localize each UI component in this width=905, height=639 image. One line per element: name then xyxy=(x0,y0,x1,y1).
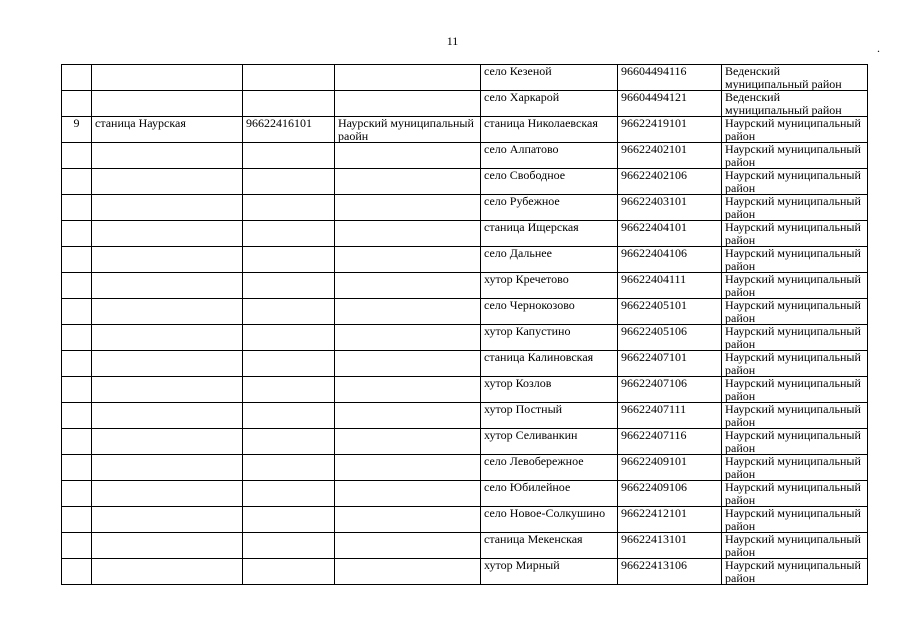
settlement-cell xyxy=(92,299,243,325)
municipality-cell: Наурский муниципальный район xyxy=(722,429,868,455)
row-number-cell: 9 xyxy=(62,117,92,143)
row-number-cell xyxy=(62,169,92,195)
locality-code-cell: 96622402101 xyxy=(618,143,722,169)
district-cell xyxy=(335,195,481,221)
table-row xyxy=(62,455,868,481)
municipality-cell: Наурский муниципальный район xyxy=(722,143,868,169)
municipality-cell: Веденский муниципальный район xyxy=(722,65,868,91)
locality-code-cell: 96622402106 xyxy=(618,169,722,195)
locality-code-cell: 96622419101 xyxy=(618,117,722,143)
municipality-cell: Наурский муниципальный район xyxy=(722,403,868,429)
row-number-cell xyxy=(62,299,92,325)
locality-cell: село Чернокозово xyxy=(481,299,618,325)
municipality-cell: Наурский муниципальный район xyxy=(722,325,868,351)
table-row xyxy=(62,247,868,273)
row-number-cell xyxy=(62,377,92,403)
settlement-cell xyxy=(92,351,243,377)
settlement-cell xyxy=(92,481,243,507)
locality-code-cell: 96622409106 xyxy=(618,481,722,507)
municipality-cell: Наурский муниципальный район xyxy=(722,299,868,325)
row-number-cell xyxy=(62,325,92,351)
locality-cell: станица Николаевская xyxy=(481,117,618,143)
district-cell xyxy=(335,377,481,403)
settlements-table xyxy=(61,64,868,585)
locality-code-cell: 96622404101 xyxy=(618,221,722,247)
district-cell xyxy=(335,481,481,507)
table-row xyxy=(62,91,868,117)
locality-cell: село Свободное xyxy=(481,169,618,195)
municipality-cell: Наурский муниципальный район xyxy=(722,533,868,559)
municipality-cell: Наурский муниципальный район xyxy=(722,351,868,377)
locality-code-cell: 96622407111 xyxy=(618,403,722,429)
settlement-cell xyxy=(92,429,243,455)
locality-cell: хутор Козлов xyxy=(481,377,618,403)
locality-cell: хутор Мирный xyxy=(481,559,618,585)
table-row xyxy=(62,403,868,429)
table-row xyxy=(62,533,868,559)
table-row xyxy=(62,273,868,299)
district-cell xyxy=(335,143,481,169)
row-number-cell xyxy=(62,403,92,429)
district-cell xyxy=(335,325,481,351)
settlement-cell: станица Наурская xyxy=(92,117,243,143)
locality-code-cell: 96604494121 xyxy=(618,91,722,117)
settlement-cell xyxy=(92,65,243,91)
oktmo-cell xyxy=(243,65,335,91)
locality-cell: станица Калиновская xyxy=(481,351,618,377)
table-row xyxy=(62,325,868,351)
table-row xyxy=(62,65,868,91)
table-row xyxy=(62,429,868,455)
locality-cell: хутор Капустино xyxy=(481,325,618,351)
locality-cell: село Кезеной xyxy=(481,65,618,91)
locality-code-cell: 96622413106 xyxy=(618,559,722,585)
settlement-cell xyxy=(92,221,243,247)
locality-code-cell: 96622407116 xyxy=(618,429,722,455)
locality-cell: село Дальнее xyxy=(481,247,618,273)
locality-code-cell: 96622412101 xyxy=(618,507,722,533)
table-row xyxy=(62,195,868,221)
row-number-cell xyxy=(62,429,92,455)
oktmo-cell xyxy=(243,195,335,221)
oktmo-cell xyxy=(243,169,335,195)
row-number-cell xyxy=(62,455,92,481)
row-number-cell xyxy=(62,351,92,377)
oktmo-cell xyxy=(243,351,335,377)
table-row xyxy=(62,143,868,169)
municipality-cell: Наурский муниципальный район xyxy=(722,273,868,299)
locality-code-cell: 96622413101 xyxy=(618,533,722,559)
district-cell: Наурский муниципальный раойн xyxy=(335,117,481,143)
settlement-cell xyxy=(92,143,243,169)
locality-cell: станица Мекенская xyxy=(481,533,618,559)
oktmo-cell xyxy=(243,481,335,507)
locality-code-cell: 96622409101 xyxy=(618,455,722,481)
district-cell xyxy=(335,403,481,429)
table-row xyxy=(62,559,868,585)
oktmo-cell xyxy=(243,559,335,585)
district-cell xyxy=(335,247,481,273)
row-number-cell xyxy=(62,273,92,299)
row-number-cell xyxy=(62,481,92,507)
settlement-cell xyxy=(92,455,243,481)
locality-cell: село Рубежное xyxy=(481,195,618,221)
settlement-cell xyxy=(92,169,243,195)
settlement-cell xyxy=(92,533,243,559)
oktmo-cell xyxy=(243,429,335,455)
municipality-cell: Наурский муниципальный район xyxy=(722,455,868,481)
district-cell xyxy=(335,559,481,585)
oktmo-cell xyxy=(243,273,335,299)
locality-code-cell: 96622405101 xyxy=(618,299,722,325)
settlement-cell xyxy=(92,507,243,533)
locality-code-cell: 96622407101 xyxy=(618,351,722,377)
municipality-cell: Наурский муниципальный район xyxy=(722,117,868,143)
row-number-cell xyxy=(62,221,92,247)
locality-code-cell: 96622405106 xyxy=(618,325,722,351)
municipality-cell: Наурский муниципальный район xyxy=(722,377,868,403)
table-row xyxy=(62,351,868,377)
locality-cell: село Юбилейное xyxy=(481,481,618,507)
municipality-cell: Наурский муниципальный район xyxy=(722,507,868,533)
page-number: 11 xyxy=(446,34,459,48)
row-number-cell xyxy=(62,195,92,221)
settlement-cell xyxy=(92,403,243,429)
locality-cell: станица Ищерская xyxy=(481,221,618,247)
locality-cell: хутор Постный xyxy=(481,403,618,429)
oktmo-cell xyxy=(243,325,335,351)
locality-code-cell: 96622403101 xyxy=(618,195,722,221)
settlement-cell xyxy=(92,559,243,585)
locality-cell: село Левобережное xyxy=(481,455,618,481)
row-number-cell xyxy=(62,65,92,91)
settlement-cell xyxy=(92,91,243,117)
oktmo-cell xyxy=(243,533,335,559)
district-cell xyxy=(335,507,481,533)
oktmo-cell xyxy=(243,403,335,429)
row-number-cell xyxy=(62,91,92,117)
district-cell xyxy=(335,429,481,455)
table-row xyxy=(62,117,868,143)
municipality-cell: Наурский муниципальный район xyxy=(722,481,868,507)
locality-code-cell: 96622404106 xyxy=(618,247,722,273)
settlement-cell xyxy=(92,247,243,273)
table-row xyxy=(62,221,868,247)
row-number-cell xyxy=(62,559,92,585)
municipality-cell: Веденский муниципальный район xyxy=(722,91,868,117)
oktmo-cell xyxy=(243,247,335,273)
locality-code-cell: 96622407106 xyxy=(618,377,722,403)
oktmo-cell: 96622416101 xyxy=(243,117,335,143)
municipality-cell: Наурский муниципальный район xyxy=(722,221,868,247)
district-cell xyxy=(335,273,481,299)
district-cell xyxy=(335,221,481,247)
row-number-cell xyxy=(62,143,92,169)
locality-cell: село Алпатово xyxy=(481,143,618,169)
oktmo-cell xyxy=(243,91,335,117)
locality-code-cell: 96622404111 xyxy=(618,273,722,299)
oktmo-cell xyxy=(243,507,335,533)
settlement-cell xyxy=(92,325,243,351)
oktmo-cell xyxy=(243,221,335,247)
row-number-cell xyxy=(62,507,92,533)
locality-cell: хутор Селиванкин xyxy=(481,429,618,455)
oktmo-cell xyxy=(243,299,335,325)
district-cell xyxy=(335,169,481,195)
oktmo-cell xyxy=(243,455,335,481)
row-number-cell xyxy=(62,247,92,273)
settlement-cell xyxy=(92,273,243,299)
district-cell xyxy=(335,533,481,559)
district-cell xyxy=(335,351,481,377)
district-cell xyxy=(335,65,481,91)
settlement-cell xyxy=(92,377,243,403)
municipality-cell: Наурский муниципальный район xyxy=(722,559,868,585)
municipality-cell: Наурский муниципальный район xyxy=(722,195,868,221)
corner-mark: . xyxy=(877,41,880,55)
table-row xyxy=(62,169,868,195)
municipality-cell: Наурский муниципальный район xyxy=(722,169,868,195)
district-cell xyxy=(335,299,481,325)
oktmo-cell xyxy=(243,143,335,169)
municipality-cell: Наурский муниципальный район xyxy=(722,247,868,273)
district-cell xyxy=(335,91,481,117)
table-row xyxy=(62,481,868,507)
locality-cell: село Харкарой xyxy=(481,91,618,117)
locality-code-cell: 96604494116 xyxy=(618,65,722,91)
table-row xyxy=(62,507,868,533)
oktmo-cell xyxy=(243,377,335,403)
table-row xyxy=(62,377,868,403)
table-body xyxy=(62,65,868,585)
district-cell xyxy=(335,455,481,481)
table-row xyxy=(62,299,868,325)
locality-cell: хутор Кречетово xyxy=(481,273,618,299)
row-number-cell xyxy=(62,533,92,559)
settlement-cell xyxy=(92,195,243,221)
locality-cell: село Новое-Солкушино xyxy=(481,507,618,533)
